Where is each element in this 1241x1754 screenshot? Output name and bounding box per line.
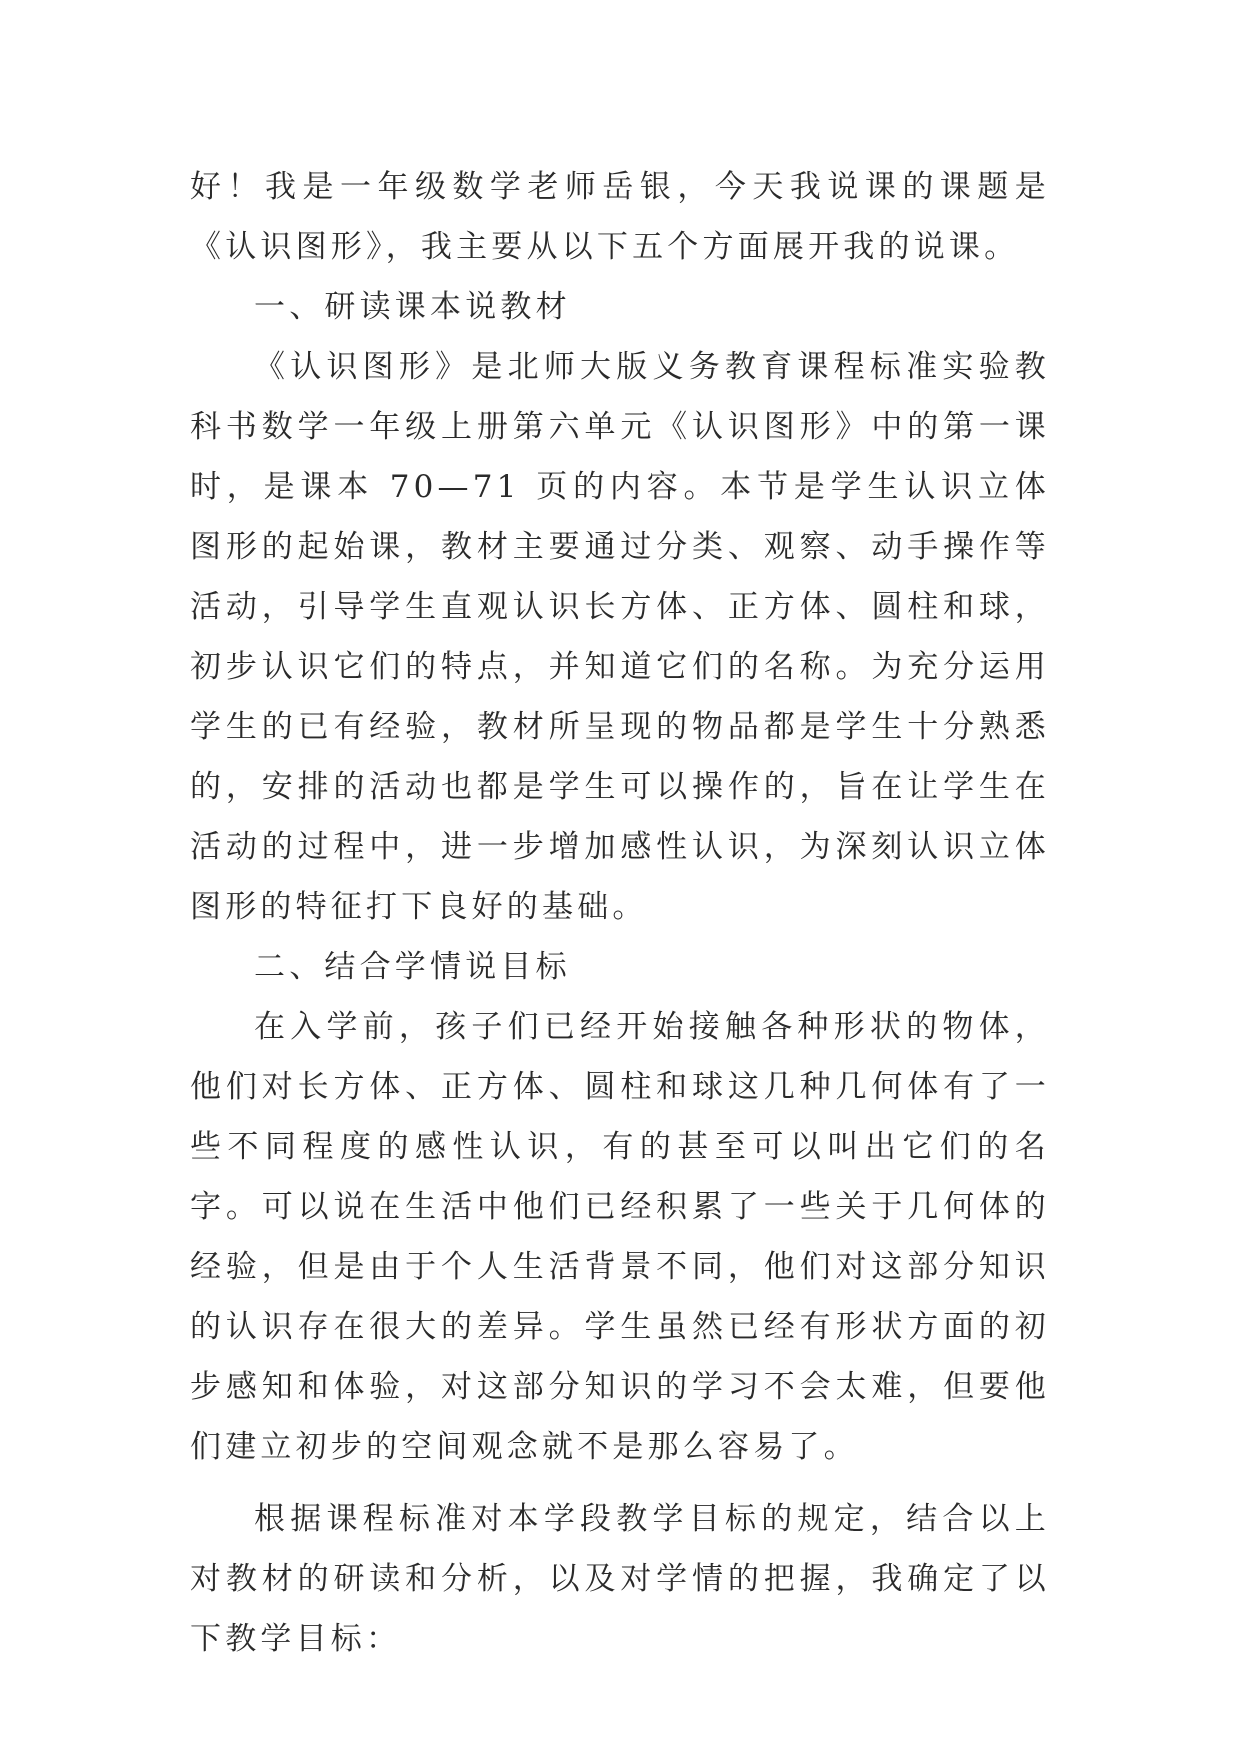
textbook-paragraph: 《认识图形》是北师大版义务教育课程标准实验教科书数学一年级上册第六单元《认识图形》中的第一课时，是课本 70—71 页的内容。本节是学生认识立体图形的起始课，教材主要通过分类、观察、动手操作等活动，引导学生直观认识长方体、正方体、圆柱和球，初步认识它们的特点，并知道它们的名称。为充分运用学生的已有经验，教材所呈现的物品都是学生十分熟悉的，安排的活动也都是学生可以操作的，旨在让学生在活动的过程中，进一步增加感性认识，为深刻认识立体图形的特征打下良好的基础。: [190, 349, 1050, 925]
objectives-intro-paragraph: 根据课程标准对本学段教学目标的规定，结合以上对教材的研读和分析，以及对学情的把握，我确定了以下教学目标：: [190, 1501, 1050, 1657]
document-body: [190, 157, 1050, 1669]
student-situation-paragraph: 在入学前，孩子们已经开始接触各种形状的物体，他们对长方体、正方体、圆柱和球这几种几何体有了一些不同程度的感性认识，有的甚至可以叫出它们的名字。可以说在生活中他们已经积累了一些关于几何体的经验，但是由于个人生活背景不同，他们对这部分知识的认识存在很大的差异。学生虽然已经有形状方面的初步感知和体验，对这部分知识的学习不会太难，但要他们建立初步的空间观念就不是那么容易了。: [190, 1009, 1050, 1465]
section-heading-2: 二、结合学情说目标: [254, 949, 571, 985]
intro-paragraph: 好！我是一年级数学老师岳银，今天我说课的课题是《认识图形》，我主要从以下五个方面展开我的说课。: [190, 169, 1050, 265]
section-heading-1: 一、研读课本说教材: [254, 289, 571, 325]
